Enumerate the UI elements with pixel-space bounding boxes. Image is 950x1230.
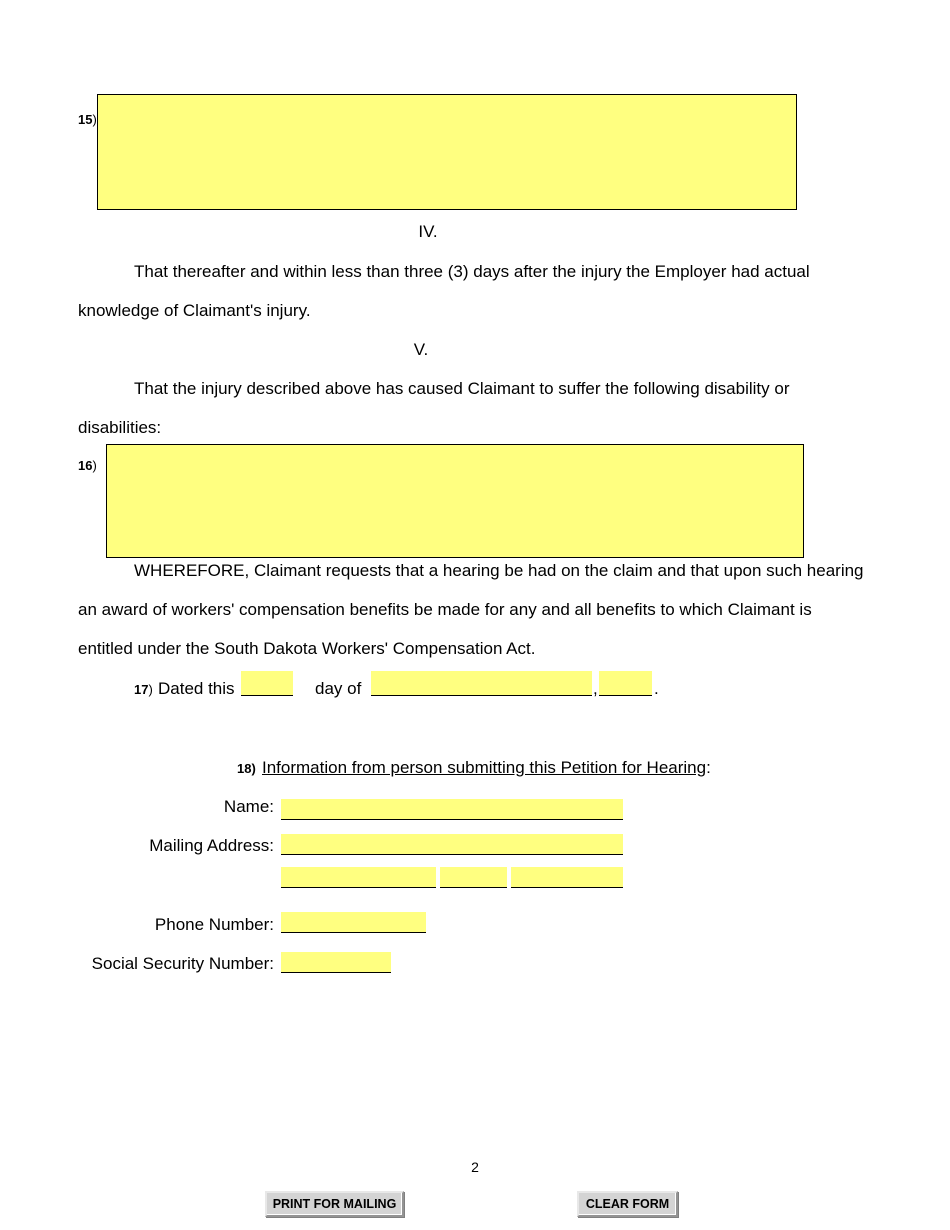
dated-month-field[interactable]	[371, 671, 592, 696]
dated-day-of: day of	[315, 679, 362, 698]
item-17-label	[134, 682, 153, 697]
dated-day-field[interactable]	[241, 671, 293, 696]
ssn-label: Social Security Number:	[91, 954, 274, 973]
print-for-mailing-button[interactable]: PRINT FOR MAILING	[265, 1191, 404, 1217]
submitter-heading: Information from person submitting this Petition for Hearing	[262, 758, 707, 777]
item-17-number: 17	[134, 682, 149, 697]
zip-field[interactable]	[511, 867, 623, 888]
ssn-field[interactable]	[281, 952, 391, 973]
item-16-number: 16	[78, 458, 93, 473]
section-v-line-2: disabilities:	[78, 418, 162, 437]
mailing-address-field[interactable]	[281, 834, 623, 855]
clear-form-button[interactable]: CLEAR FORM	[577, 1191, 678, 1217]
item-16-textarea[interactable]	[106, 444, 804, 558]
item-16-label	[78, 458, 97, 473]
section-iv-line-2: knowledge of Claimant's injury.	[78, 301, 311, 320]
item-15-label	[78, 112, 97, 127]
item-15-paren: )	[92, 112, 97, 127]
dated-comma: ,	[593, 679, 598, 698]
item-17-paren: )	[148, 682, 153, 697]
name-label: Name:	[223, 797, 274, 816]
name-field[interactable]	[281, 799, 623, 820]
phone-number-label: Phone Number:	[154, 915, 274, 934]
item-18-label: 18)	[237, 761, 256, 776]
state-field[interactable]	[440, 867, 507, 888]
page-number: 2	[471, 1159, 479, 1175]
dated-prefix: Dated this	[158, 679, 235, 698]
item-15-number: 15	[78, 112, 93, 127]
city-field[interactable]	[281, 867, 436, 888]
submitter-heading-wrap	[262, 758, 711, 778]
wherefore-line-3: entitled under the South Dakota Workers' Compensation Act.	[78, 639, 536, 658]
section-v-heading: V.	[413, 340, 429, 359]
section-v-line-1: That the injury described above has caused Claimant to suffer the following disability or	[134, 379, 790, 398]
section-iv-line-1: That thereafter and within less than three (3) days after the injury the Employer had actual	[134, 262, 810, 281]
dated-year-field[interactable]	[599, 671, 652, 696]
dated-period: .	[654, 679, 659, 698]
item-15-textarea[interactable]	[97, 94, 797, 210]
section-iv-heading: IV.	[418, 222, 438, 241]
item-16-paren: )	[92, 458, 97, 473]
wherefore-line-2: an award of workers' compensation benefits be made for any and all benefits to which Claimant is	[78, 600, 812, 619]
wherefore-line-1: WHEREFORE, Claimant requests that a hearing be had on the claim and that upon such hearing	[134, 561, 864, 580]
phone-number-field[interactable]	[281, 912, 426, 933]
mailing-address-label: Mailing Address:	[149, 836, 274, 855]
submitter-heading-colon: :	[706, 758, 711, 777]
